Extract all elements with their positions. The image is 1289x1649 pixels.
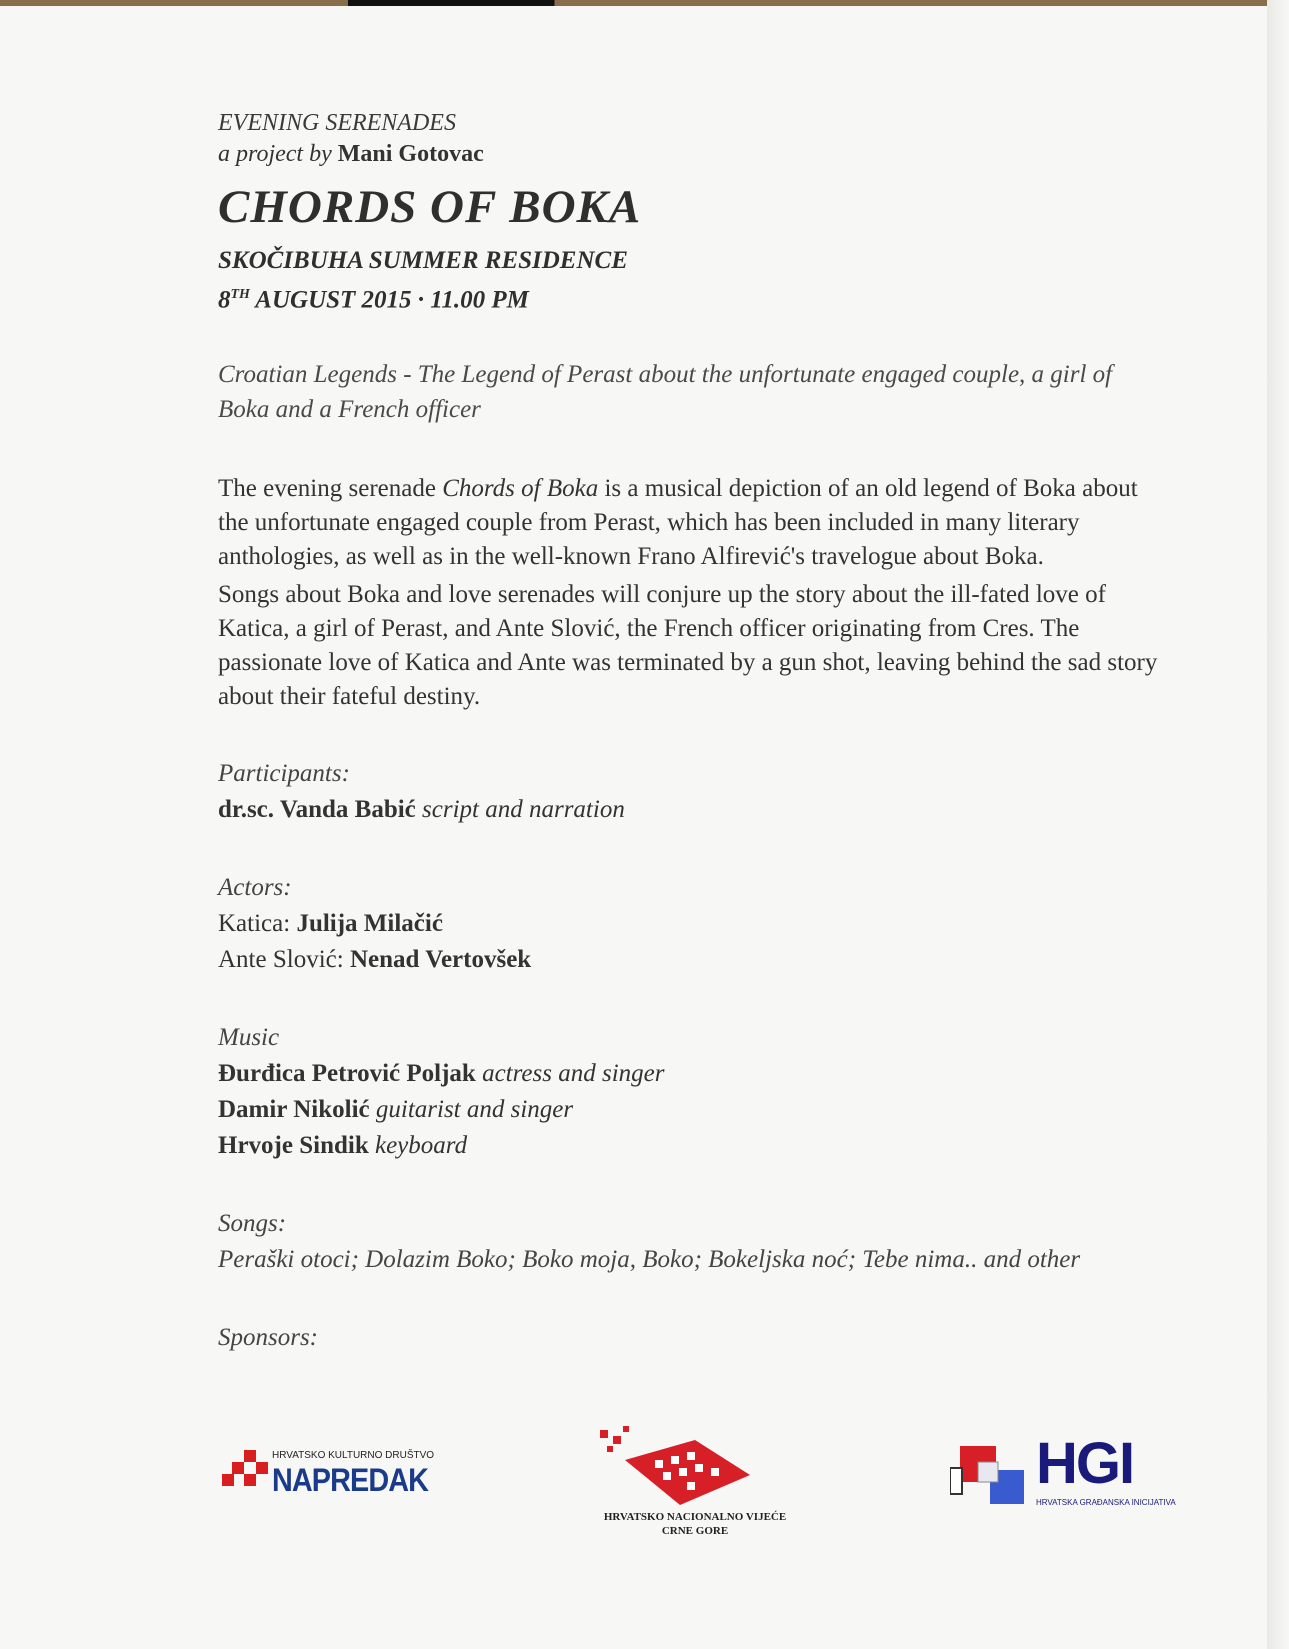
napredak-subtitle: HRVATSKO KULTURNO DRUŠTVO — [272, 1450, 435, 1461]
venue-name: SKOČIBUHA SUMMER RESIDENCE — [218, 247, 628, 274]
musician-role: guitarist and singer — [375, 1096, 574, 1124]
musician-name: Hrvoje Sindik — [218, 1132, 369, 1160]
byline-author: Mani Gotovac — [337, 141, 484, 167]
byline — [218, 141, 1178, 168]
program-page — [218, 110, 1178, 1356]
scan-top-edge — [0, 0, 1289, 6]
work-title: Chords of Boka — [442, 475, 599, 503]
participants-label: Participants: — [218, 760, 350, 788]
hnv-line-1: HRVATSKO NACIONALNO VIJEĆE — [603, 1511, 787, 1523]
hgi-cubes-icon — [950, 1440, 1040, 1520]
date-rest: AUGUST 2015 · 11.00 PM — [255, 286, 529, 314]
sponsors-label: Sponsors: — [218, 1324, 319, 1352]
actors-label: Actors: — [218, 874, 292, 902]
series-name: EVENING SERENADES — [218, 110, 456, 136]
music-label: Music — [218, 1024, 280, 1052]
actor-row — [218, 942, 1178, 978]
participants-section — [218, 756, 1178, 828]
date-day: 8 — [218, 286, 231, 314]
venue-block — [218, 244, 1178, 317]
description-paragraph-1: The evening serenade Chords of Boka is a musical depiction of an old legend of Boka about the unfortunate engaged couple from Perast, which has been included in many literary anthologies, as well as in the well-known Frano Alfirević's travelogue about Boka. — [218, 475, 1138, 571]
musician-name: Damir Nikolić — [218, 1096, 370, 1124]
sponsors-section — [218, 1320, 1178, 1356]
participant-row — [218, 792, 1178, 828]
sponsor-logos — [0, 1420, 1289, 1540]
actor-name: Nenad Vertovšek — [349, 946, 532, 974]
musician-row — [218, 1128, 1178, 1164]
musician-name: Đurđica Petrović Poljak — [218, 1060, 476, 1088]
legend-subtitle: Croatian Legends - The Legend of Perast about the unfortunate engaged couple, a girl of Boka and a French officer — [218, 361, 1113, 424]
event-date — [218, 278, 1178, 317]
paper-edge-shadow — [1267, 0, 1289, 1649]
actor-name: Julija Milačić — [296, 910, 443, 938]
date-suffix: TH — [230, 287, 250, 302]
description — [218, 472, 1158, 714]
participant-role: script and narration — [422, 796, 625, 824]
hgi-wordmark: HGI — [1036, 1431, 1134, 1496]
byline-prefix: a project by — [218, 141, 332, 167]
participant-name: dr.sc. Vanda Babić — [218, 796, 416, 824]
actor-row — [218, 906, 1178, 942]
music-section — [218, 1020, 1178, 1164]
page-title: CHORDS OF BOKA — [218, 181, 642, 233]
hgi-subtitle: HRVATSKA GRAĐANSKA INICIJATIVA — [1036, 1498, 1176, 1507]
musician-row — [218, 1092, 1178, 1128]
hnv-logo — [585, 1420, 805, 1537]
songs-list: Peraški otoci; Dolazim Boko; Boko moja, Boko; Bokeljska noć; Tebe nima.. and other — [218, 1246, 1081, 1274]
musician-role: keyboard — [374, 1132, 468, 1160]
musician-role: actress and singer — [482, 1060, 665, 1088]
hgi-logo — [950, 1431, 1176, 1524]
musician-row — [218, 1056, 1178, 1092]
actor-role: Ante Slović: — [218, 946, 344, 974]
songs-section — [218, 1206, 1178, 1278]
description-paragraph-2: Songs about Boka and love serenades will conjure up the story about the ill-fated love of Katica, a girl of Perast, and Ante Slović, the French officer originating from Cres. The passionate love of Katica and Ante was terminated by a gun shot, leaving behind the sad story about their fateful destiny. — [218, 581, 1158, 711]
hnv-name — [585, 1510, 805, 1538]
napredak-logo — [222, 1450, 435, 1502]
hnv-line-2: CRNE GORE — [661, 1525, 729, 1537]
napredak-wordmark: NAPREDAK — [272, 1462, 429, 1498]
hnv-emblem-icon — [585, 1420, 805, 1505]
actors-section — [218, 870, 1178, 978]
songs-label: Songs: — [218, 1210, 287, 1238]
actor-role: Katica: — [218, 910, 291, 938]
checkerboard-icon — [222, 1450, 272, 1498]
